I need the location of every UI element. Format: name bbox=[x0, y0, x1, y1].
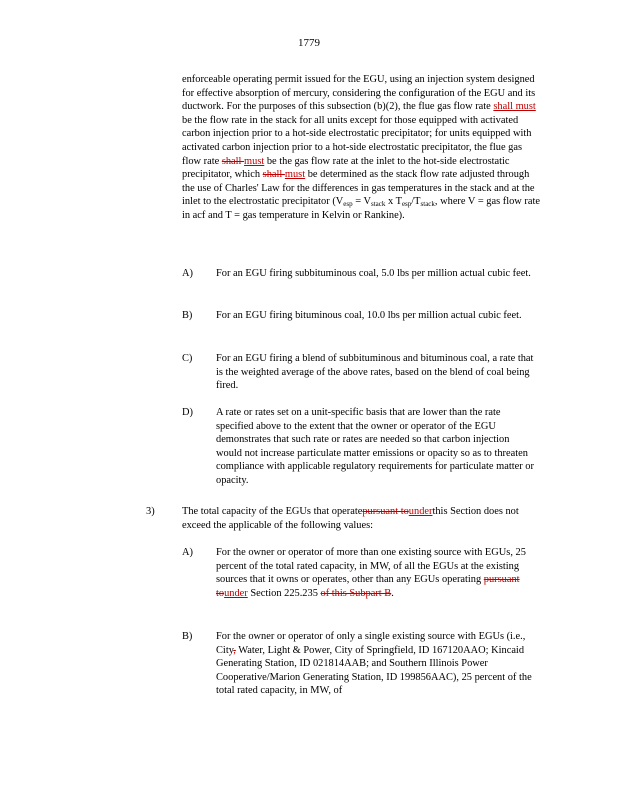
intro-paragraph bbox=[182, 73, 542, 223]
sub-a-text-1: For the owner or operator of more than one existing source with EGUs, 25 percent of the total rated capacity, in MW, of all the EGUs at the existing sources that it owns or operates, other than any EGUs operating bbox=[216, 547, 526, 586]
deleted-text: pursuant to bbox=[362, 506, 409, 517]
section-3-text-1: The total capacity of the EGUs that operate bbox=[182, 506, 363, 517]
deleted-text: , bbox=[233, 644, 236, 656]
intro-text-1: enforceable operating permit issued for the EGU, using an injection system designed for effective absorption of mercury, considering the configuration of the EGU and its ductwork. For the purposes of this subsection (b)(2), the flue gas flow rate bbox=[182, 74, 536, 113]
intro-text-7: /T bbox=[411, 196, 421, 208]
subscript: stack bbox=[371, 200, 386, 209]
inserted-text: shall must bbox=[493, 101, 536, 113]
sub-a-text-3: . bbox=[391, 587, 394, 599]
item-a-text: For an EGU firing subbituminous coal, 5.0 lbs per million actual cubic feet. bbox=[216, 268, 531, 279]
sub-a-label: A) bbox=[182, 547, 193, 558]
inserted-text: must bbox=[244, 155, 265, 167]
sub-b-text-1: For the owner or operator of only a single existing source with EGUs (i.e., City bbox=[216, 631, 526, 656]
deleted-text: of this Subpart B bbox=[320, 587, 392, 599]
inserted-text: under bbox=[224, 587, 248, 599]
subscript: esp bbox=[401, 200, 412, 209]
subscript: esp bbox=[343, 200, 353, 209]
sub-b-text-2: Water, Light & Power, City of Springfield, ID 167120AAO; Kincaid Generating Station, ID 021814AAB; and Southern Illinois Power Cooperative/Marion Generating Station, ID 199856AAC), 25 percent of the total rated capacity, in MW, of bbox=[216, 644, 532, 697]
item-d-label: D) bbox=[182, 407, 193, 418]
subscript: stack bbox=[420, 200, 435, 209]
deleted-text: pursuant to bbox=[216, 574, 520, 599]
section-3-text bbox=[182, 505, 542, 532]
page-number: 1779 bbox=[298, 37, 320, 49]
intro-text-3: be the gas flow rate at the inlet to the hot-side electrostatic precipitator, which bbox=[182, 155, 510, 181]
sub-a-text-2: Section 225.235 bbox=[247, 587, 321, 599]
intro-text-8: , where V = gas flow rate in acf and T = gas temperature in Kelvin or Rankine). bbox=[182, 196, 540, 221]
intro-text-4: be determined as the stack flow rate adjusted through the use of Charles' Law for the differences in gas temperatures in the stack and at the inlet to the electrostatic precipitator (V bbox=[182, 169, 535, 208]
item-d-text: A rate or rates set on a unit-specific basis that are lower than the rate specified above to the extent that the owner or operator of the EGU demonstrates that such rate or rates are needed so that carbon injection would not increase particulate matter emissions or opacity so as to threaten compliance with applicable regulatory requirements for particulate matter or opacity. bbox=[216, 407, 534, 486]
sub-a-text bbox=[216, 546, 532, 600]
item-c-text: For an EGU firing a blend of subbituminous and bituminous coal, a rate that is the weighted average of the above rates, based on the blend of coal being fired. bbox=[216, 353, 534, 392]
intro-text-6: x T bbox=[385, 196, 402, 208]
section-3-label: 3) bbox=[146, 506, 155, 517]
item-b-text: For an EGU firing bituminous coal, 10.0 lbs per million actual cubic feet. bbox=[216, 310, 522, 321]
deleted-text: shall bbox=[221, 155, 245, 167]
item-b-label: B) bbox=[182, 310, 193, 321]
section-3-text-2: this Section does not exceed the applicable of the following values: bbox=[182, 506, 519, 531]
intro-text-5: = V bbox=[352, 196, 371, 208]
deleted-text: shall bbox=[262, 169, 285, 181]
inserted-text: under bbox=[408, 506, 433, 517]
sub-b-text bbox=[216, 630, 534, 698]
item-c-label: C) bbox=[182, 353, 193, 364]
sub-b-label: B) bbox=[182, 631, 193, 642]
inserted-text: must bbox=[284, 169, 306, 181]
item-a-label: A) bbox=[182, 268, 193, 279]
intro-text-2: be the flow rate in the stack for all units except for those equipped with activated carbon injection prior to a hot-side electrostatic precipitator; for units equipped with activated carbon injection prior to a hot-side electrostatic precipitator, the flue gas flow rate bbox=[182, 114, 532, 167]
